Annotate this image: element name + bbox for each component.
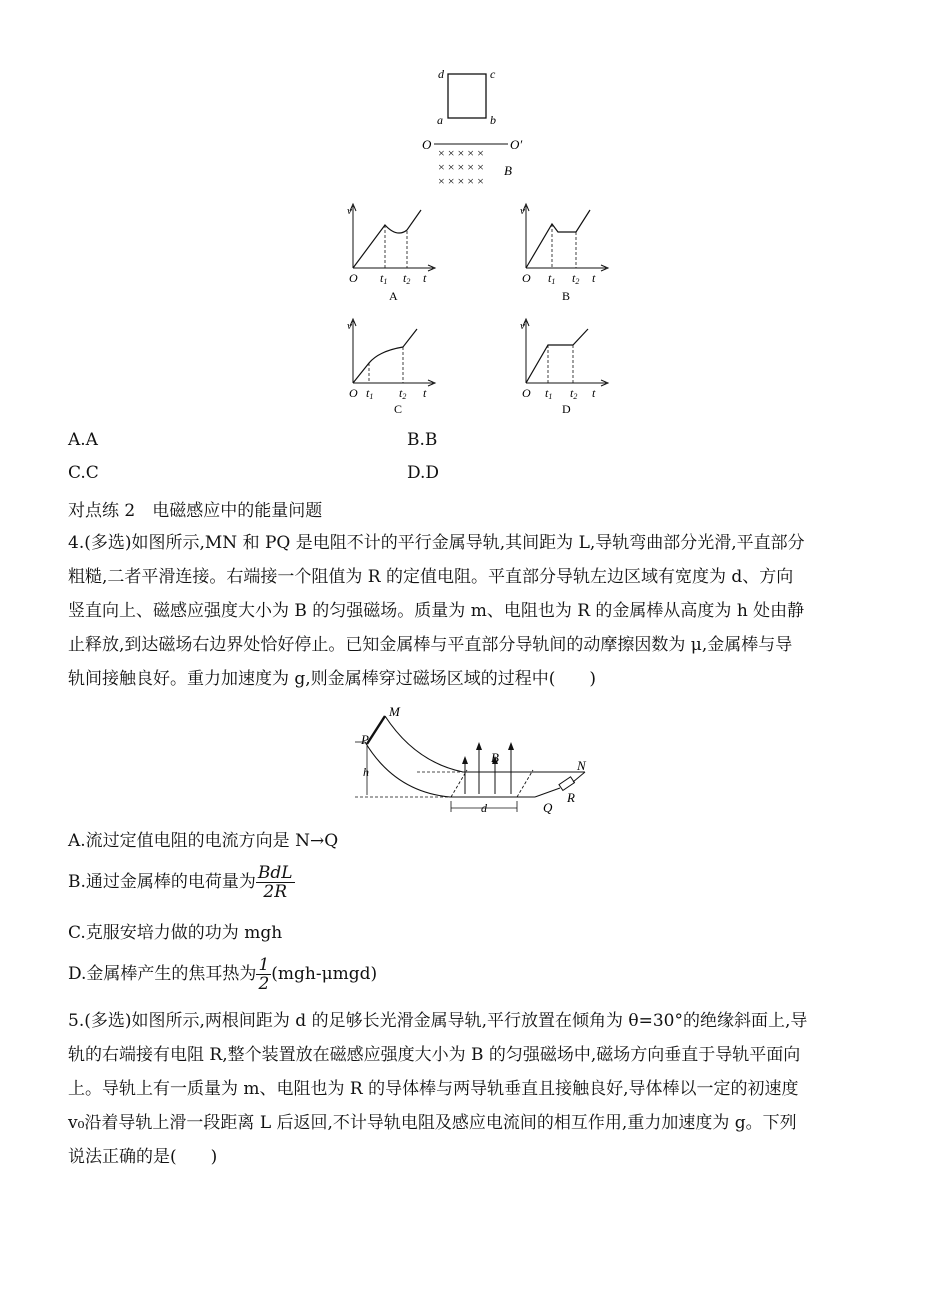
q4-option-c[interactable]: C.克服安培力做的功为 mgh bbox=[68, 923, 283, 943]
label-q: Q bbox=[543, 800, 553, 815]
q4-line: 止释放,到达磁场右边界处恰好停止。已知金属棒与平直部分导轨间的动摩擦因数为 μ,金属棒与导 bbox=[68, 635, 793, 655]
fraction-denominator: 2 bbox=[258, 974, 270, 994]
option-d-fraction bbox=[256, 956, 271, 993]
option-d-suffix: (mgh-μmgd) bbox=[271, 964, 378, 984]
label-p: P bbox=[361, 732, 369, 747]
axis-v-label: v bbox=[347, 205, 352, 217]
q4-line: 4.(多选)如图所示,MN 和 PQ 是电阻不计的平行金属导轨,其间距为 L,导轨弯曲部分光滑,平直部分 bbox=[68, 533, 805, 553]
section-heading: 对点练 2 电磁感应中的能量问题 bbox=[68, 501, 323, 521]
graph-caption: C bbox=[394, 402, 403, 416]
t1-label: t1 bbox=[380, 271, 388, 286]
label-h: h bbox=[363, 765, 369, 779]
v-t-curve bbox=[353, 210, 421, 268]
graph-a bbox=[345, 200, 445, 305]
graph-caption: D bbox=[562, 402, 571, 416]
t2-label: t2 bbox=[572, 271, 580, 286]
q5-line: 轨的右端接有电阻 R,整个装置放在磁感应强度大小为 B 的匀强磁场中,磁场方向垂直于导轨平面向 bbox=[68, 1045, 801, 1065]
label-o: O bbox=[422, 137, 432, 152]
axis-v-label: v bbox=[347, 320, 352, 332]
metal-rod bbox=[367, 716, 385, 744]
q5-line: 上。导轨上有一质量为 m、电阻也为 R 的导体棒与两导轨垂直且接触良好,导体棒以一定的初速度 bbox=[68, 1079, 799, 1099]
graph-b bbox=[518, 200, 618, 305]
q4-stem bbox=[68, 526, 880, 696]
fraction-numerator: 1 bbox=[258, 955, 270, 975]
t1-label: t1 bbox=[548, 271, 556, 286]
t2-label: t2 bbox=[403, 271, 411, 286]
rail-figure bbox=[355, 702, 600, 820]
label-d: d bbox=[481, 801, 487, 815]
curved-rail-pq bbox=[365, 742, 535, 797]
v-t-curve bbox=[353, 329, 417, 383]
origin-label: O bbox=[349, 386, 358, 400]
axis-v-label: v bbox=[520, 205, 525, 217]
label-b: B bbox=[491, 750, 499, 765]
field-arrowhead bbox=[476, 742, 482, 750]
square-loop bbox=[448, 74, 486, 118]
q3-option-a[interactable]: A.A bbox=[68, 430, 98, 450]
rail-connector bbox=[535, 788, 560, 797]
resistor bbox=[559, 777, 575, 791]
q4-option-a[interactable]: A.流过定值电阻的电流方向是 N→Q bbox=[68, 831, 339, 851]
label-a: a bbox=[437, 113, 443, 127]
rail-connector bbox=[573, 772, 585, 782]
q5-stem bbox=[68, 1004, 880, 1174]
label-d: d bbox=[438, 67, 444, 81]
q4-option-d[interactable] bbox=[68, 956, 377, 993]
field-boundary-right bbox=[517, 770, 533, 797]
q4-line: 竖直向上、磁感应强度大小为 B 的匀强磁场。质量为 m、电阻也为 R 的金属棒从高度为 h 处由静 bbox=[68, 601, 805, 621]
option-b-fraction bbox=[256, 864, 295, 901]
v-t-curve bbox=[526, 210, 590, 268]
q4-line: 轨间接触良好。重力加速度为 g,则金属棒穿过磁场区域的过程中( ) bbox=[68, 669, 596, 689]
origin-label: O bbox=[522, 386, 531, 400]
graph-c bbox=[345, 315, 445, 420]
q3-option-d[interactable]: D.D bbox=[407, 463, 440, 483]
label-b-field: B bbox=[504, 163, 512, 178]
graph-caption: B bbox=[562, 289, 571, 303]
label-c: c bbox=[490, 67, 496, 81]
t1-label: t1 bbox=[545, 386, 553, 401]
loop-field-figure bbox=[410, 62, 540, 192]
option-d-prefix: D.金属棒产生的焦耳热为 bbox=[68, 964, 257, 984]
fraction-denominator: 2R bbox=[263, 882, 288, 902]
label-o-prime: O′ bbox=[510, 137, 523, 152]
graph-d bbox=[518, 315, 618, 420]
q4-option-b[interactable] bbox=[68, 864, 295, 901]
field-arrowhead bbox=[508, 742, 514, 750]
curved-rail-mn bbox=[385, 716, 585, 772]
label-r: R bbox=[567, 790, 575, 805]
label-n: N bbox=[577, 758, 586, 773]
axis-t-label: t bbox=[423, 386, 427, 400]
axis-t-label: t bbox=[592, 386, 596, 400]
label-m: M bbox=[389, 704, 400, 719]
option-b-prefix: B.通过金属棒的电荷量为 bbox=[68, 872, 256, 892]
t2-label: t2 bbox=[399, 386, 407, 401]
q4-line: 粗糙,二者平滑连接。右端接一个阻值为 R 的定值电阻。平直部分导轨左边区域有宽度为 d、方向 bbox=[68, 567, 794, 587]
fraction-numerator: BdL bbox=[257, 863, 293, 883]
field-cross-row: × × × × × bbox=[438, 146, 484, 160]
axis-t-label: t bbox=[423, 271, 427, 285]
field-arrowhead bbox=[462, 756, 468, 764]
q5-line: 说法正确的是( ) bbox=[68, 1147, 218, 1167]
t2-label: t2 bbox=[570, 386, 578, 401]
origin-label: O bbox=[522, 271, 531, 285]
q3-option-c[interactable]: C.C bbox=[68, 463, 99, 483]
v-t-curve bbox=[526, 329, 588, 383]
origin-label: O bbox=[349, 271, 358, 285]
q5-line: v₀沿着导轨上滑一段距离 L 后返回,不计导轨电阻及感应电流间的相互作用,重力加速度为 g。下列 bbox=[68, 1113, 797, 1133]
q3-option-b[interactable]: B.B bbox=[407, 430, 438, 450]
label-b: b bbox=[490, 113, 496, 127]
t1-label: t1 bbox=[366, 386, 374, 401]
axis-t-label: t bbox=[592, 271, 596, 285]
graph-caption: A bbox=[389, 289, 398, 303]
field-cross-row: × × × × × bbox=[438, 160, 484, 174]
q5-line: 5.(多选)如图所示,两根间距为 d 的足够长光滑金属导轨,平行放置在倾角为 θ=30°的绝缘斜面上,导 bbox=[68, 1011, 808, 1031]
field-cross-row: × × × × × bbox=[438, 174, 484, 188]
axis-v-label: v bbox=[520, 320, 525, 332]
